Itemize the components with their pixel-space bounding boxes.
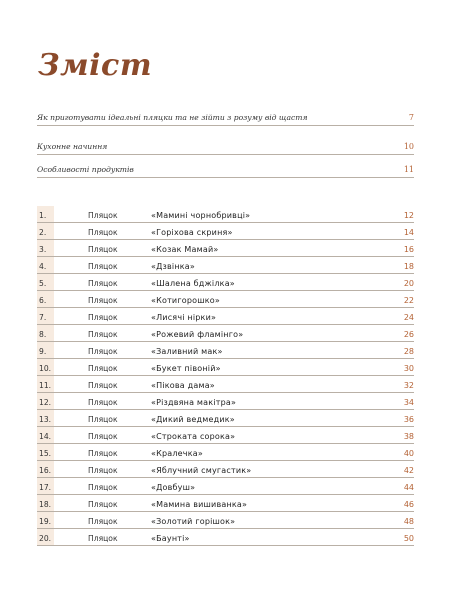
intro-item-page: 7 bbox=[408, 113, 414, 122]
toc-name: «Букет півоній» bbox=[151, 364, 221, 373]
toc-kind: Пляцок bbox=[88, 330, 118, 339]
toc-row[interactable] bbox=[37, 461, 414, 478]
toc-kind: Пляцок bbox=[88, 313, 118, 322]
toc-kind: Пляцок bbox=[88, 347, 118, 356]
toc-number: 9. bbox=[39, 347, 47, 356]
toc-page: 30 bbox=[403, 364, 414, 373]
toc-name: «Горіхова скриня» bbox=[151, 228, 233, 237]
toc-kind: Пляцок bbox=[88, 296, 118, 305]
toc-page: 34 bbox=[403, 398, 414, 407]
toc-name: «Строката сорока» bbox=[151, 432, 236, 441]
toc-kind: Пляцок bbox=[88, 381, 118, 390]
toc-number: 7. bbox=[39, 313, 47, 322]
toc-name: «Рожевий фламінго» bbox=[151, 330, 244, 339]
toc-name: «Лисячі нірки» bbox=[151, 313, 217, 322]
toc-page: 18 bbox=[403, 262, 414, 271]
toc-number: 14. bbox=[39, 432, 52, 441]
toc-name: «Пікова дама» bbox=[151, 381, 215, 390]
toc-number: 15. bbox=[39, 449, 52, 458]
toc-name: «Кралечка» bbox=[151, 449, 203, 458]
toc-kind: Пляцок bbox=[88, 398, 118, 407]
toc-page: 38 bbox=[403, 432, 414, 441]
toc-name: «Дикий ведмедик» bbox=[151, 415, 235, 424]
toc-row[interactable] bbox=[37, 410, 414, 427]
toc-row[interactable] bbox=[37, 325, 414, 342]
toc-page: 12 bbox=[403, 211, 414, 220]
toc-page: 24 bbox=[403, 313, 414, 322]
toc-number: 20. bbox=[39, 534, 52, 543]
toc-row[interactable] bbox=[37, 291, 414, 308]
toc-name: «Баунті» bbox=[151, 534, 190, 543]
toc-kind: Пляцок bbox=[88, 517, 118, 526]
toc-row[interactable] bbox=[37, 478, 414, 495]
toc-number: 2. bbox=[39, 228, 47, 237]
toc-page: 32 bbox=[403, 381, 414, 390]
intro-item-label: Як приготувати ідеальні пляцки та не зійти з розуму від щастя bbox=[37, 113, 308, 122]
toc-page: 50 bbox=[403, 534, 414, 543]
toc-row[interactable] bbox=[37, 240, 414, 257]
toc-kind: Пляцок bbox=[88, 500, 118, 509]
toc-number: 12. bbox=[39, 398, 52, 407]
toc-row[interactable] bbox=[37, 223, 414, 240]
toc-name: «Різдвяна макітра» bbox=[151, 398, 237, 407]
toc-name: «Яблучний смугастик» bbox=[151, 466, 252, 475]
intro-item[interactable] bbox=[37, 138, 414, 155]
toc-number: 4. bbox=[39, 262, 47, 271]
toc-kind: Пляцок bbox=[88, 279, 118, 288]
toc-row[interactable] bbox=[37, 427, 414, 444]
toc-page: 26 bbox=[403, 330, 414, 339]
toc-kind: Пляцок bbox=[88, 262, 118, 271]
toc-row[interactable] bbox=[37, 444, 414, 461]
toc-page: 14 bbox=[403, 228, 414, 237]
toc-kind: Пляцок bbox=[88, 364, 118, 373]
toc-kind: Пляцок bbox=[88, 245, 118, 254]
toc-row[interactable] bbox=[37, 206, 414, 223]
toc-number: 3. bbox=[39, 245, 47, 254]
intro-item-label: Кухонне начиння bbox=[37, 142, 108, 151]
toc-page: 36 bbox=[403, 415, 414, 424]
toc-name: «Заливний мак» bbox=[151, 347, 223, 356]
intro-item-label: Особливості продуктів bbox=[37, 165, 134, 174]
toc-kind: Пляцок bbox=[88, 534, 118, 543]
toc-name: «Мамина вишиванка» bbox=[151, 500, 248, 509]
intro-item-page: 10 bbox=[403, 142, 414, 151]
toc-kind: Пляцок bbox=[88, 211, 118, 220]
toc-page: 48 bbox=[403, 517, 414, 526]
toc-name: «Шалена бджілка» bbox=[151, 279, 235, 288]
row-divider bbox=[37, 545, 414, 546]
toc-kind: Пляцок bbox=[88, 466, 118, 475]
toc-number: 10. bbox=[39, 364, 52, 373]
toc-kind: Пляцок bbox=[88, 228, 118, 237]
toc-page: 28 bbox=[403, 347, 414, 356]
toc-number: 17. bbox=[39, 483, 52, 492]
toc-name: «Довбуш» bbox=[151, 483, 196, 492]
toc-kind: Пляцок bbox=[88, 483, 118, 492]
toc-row[interactable] bbox=[37, 529, 414, 546]
toc-number: 6. bbox=[39, 296, 47, 305]
toc-number: 1. bbox=[39, 211, 47, 220]
toc-number: 18. bbox=[39, 500, 52, 509]
toc-kind: Пляцок bbox=[88, 415, 118, 424]
toc-page: 46 bbox=[403, 500, 414, 509]
toc-page: 40 bbox=[403, 449, 414, 458]
page-title: Зміст bbox=[38, 48, 153, 83]
toc-row[interactable] bbox=[37, 512, 414, 529]
intro-item-page: 11 bbox=[403, 165, 414, 174]
toc-name: «Мамині чорнобривці» bbox=[151, 211, 251, 220]
toc-row[interactable] bbox=[37, 274, 414, 291]
toc-row[interactable] bbox=[37, 342, 414, 359]
toc-page: 20 bbox=[403, 279, 414, 288]
intro-item[interactable] bbox=[37, 161, 414, 178]
toc-name: «Золотий горішок» bbox=[151, 517, 236, 526]
toc-number: 8. bbox=[39, 330, 47, 339]
toc-row[interactable] bbox=[37, 257, 414, 274]
toc-page: 44 bbox=[403, 483, 414, 492]
toc-number: 16. bbox=[39, 466, 52, 475]
toc-page: 22 bbox=[403, 296, 414, 305]
intro-item[interactable] bbox=[37, 109, 414, 126]
toc-number: 5. bbox=[39, 279, 47, 288]
toc-name: «Котигорошко» bbox=[151, 296, 220, 305]
toc-name: «Козак Мамай» bbox=[151, 245, 219, 254]
toc-number: 19. bbox=[39, 517, 52, 526]
toc-page: 16 bbox=[403, 245, 414, 254]
toc-row[interactable] bbox=[37, 393, 414, 410]
toc-kind: Пляцок bbox=[88, 449, 118, 458]
toc-number: 11. bbox=[39, 381, 52, 390]
toc-row[interactable] bbox=[37, 359, 414, 376]
toc-row[interactable] bbox=[37, 308, 414, 325]
toc-name: «Дзвінка» bbox=[151, 262, 195, 271]
toc-row[interactable] bbox=[37, 376, 414, 393]
toc-kind: Пляцок bbox=[88, 432, 118, 441]
toc-row[interactable] bbox=[37, 495, 414, 512]
toc-page: 42 bbox=[403, 466, 414, 475]
toc-number: 13. bbox=[39, 415, 52, 424]
